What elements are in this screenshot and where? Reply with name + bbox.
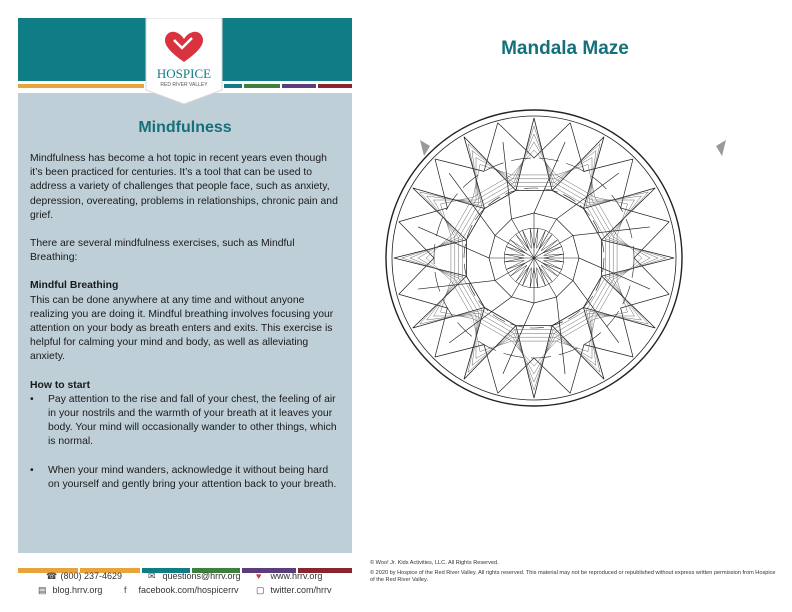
bullet-icon: •	[30, 393, 34, 405]
list-item	[30, 464, 342, 492]
copyright-notice	[370, 560, 780, 584]
start-heading: How to start	[30, 379, 91, 391]
step-text: When your mind wanders, acknowledge it without being hard on yourself and gently bring your attention back to your breath.	[48, 464, 337, 490]
email-text: questions@hrrv.org	[162, 571, 241, 581]
breathing-heading: Mindful Breathing	[30, 280, 119, 292]
panel-body	[30, 152, 342, 506]
twitter-text: twitter.com/hrrv	[270, 585, 332, 595]
header-stripe-green	[244, 84, 280, 88]
email-icon: ✉	[148, 571, 156, 581]
phone-text: (800) 237-4629	[60, 571, 123, 581]
blog-text: blog.hrrv.org	[52, 585, 103, 595]
heart-icon: ♥	[256, 571, 262, 581]
bullet-icon: •	[30, 464, 34, 476]
breathing-paragraph: This can be done anywhere at any time and without anyone realizing you are doing it. Mindful breathing involves focusing your attention on your body as breath enters and exits. This exercise is helpful for calming your mind and body, as well as alleviating anxiety.	[30, 294, 334, 363]
facebook-link[interactable]	[124, 585, 239, 595]
facebook-text: facebook.com/hospicerrv	[138, 585, 239, 595]
footer-stripes	[18, 560, 352, 565]
header-stripe-orange	[18, 84, 144, 88]
hospice-logo	[144, 18, 224, 106]
intro-paragraph: Mindfulness has become a hot topic in recent years even though it’s been practiced for centuries. It’s a tool that can be used to address a variety of challenges that people face, such as anxiety, depression, overeating, problems in relationships, chronic pain and grief.	[30, 153, 338, 221]
twitter-icon: ▢	[256, 585, 265, 595]
logo-tagline: RED RIVER VALLEY	[160, 82, 208, 88]
twitter-link[interactable]	[256, 585, 332, 596]
facebook-icon: f	[124, 585, 127, 595]
page-title: Mandala Maze	[501, 38, 629, 59]
step-text: Pay attention to the rise and fall of your chest, the feeling of air in your nostrils and the warmth of your breath at it leaves your body. Your mind will occasionally wander to other things, which is normal.	[48, 393, 337, 448]
maze-finish-arrow-icon	[714, 140, 728, 163]
header-stripe-teal	[224, 84, 242, 88]
blog-icon: ▤	[38, 585, 47, 595]
header-stripe-purple	[282, 84, 316, 88]
exercises-paragraph: There are several mindfulness exercises, such as Mindful Breathing:	[30, 238, 295, 264]
panel-title: Mindfulness	[138, 119, 232, 136]
blog-link[interactable]	[38, 585, 102, 596]
header-stripe-red	[318, 84, 352, 88]
list-item	[30, 393, 342, 450]
copyright-line-2: © 2020 by Hospice of the Red River Valley. All rights reserved. This material may not be reproduced or republished without express written permission from Hospice of the Red River Valley.	[370, 570, 776, 583]
web-link[interactable]	[256, 571, 322, 581]
mandala-maze[interactable]	[384, 102, 684, 414]
copyright-line-1: © Woo! Jr. Kids Activities, LLC. All Rights Reserved.	[370, 560, 499, 566]
phone-icon: ☎	[46, 571, 58, 581]
steps-list	[30, 393, 342, 492]
web-text: www.hrrv.org	[270, 571, 323, 581]
email-link[interactable]	[148, 571, 241, 582]
phone-contact[interactable]	[46, 571, 122, 582]
logo-wordmark: HOSPICE	[156, 66, 212, 81]
